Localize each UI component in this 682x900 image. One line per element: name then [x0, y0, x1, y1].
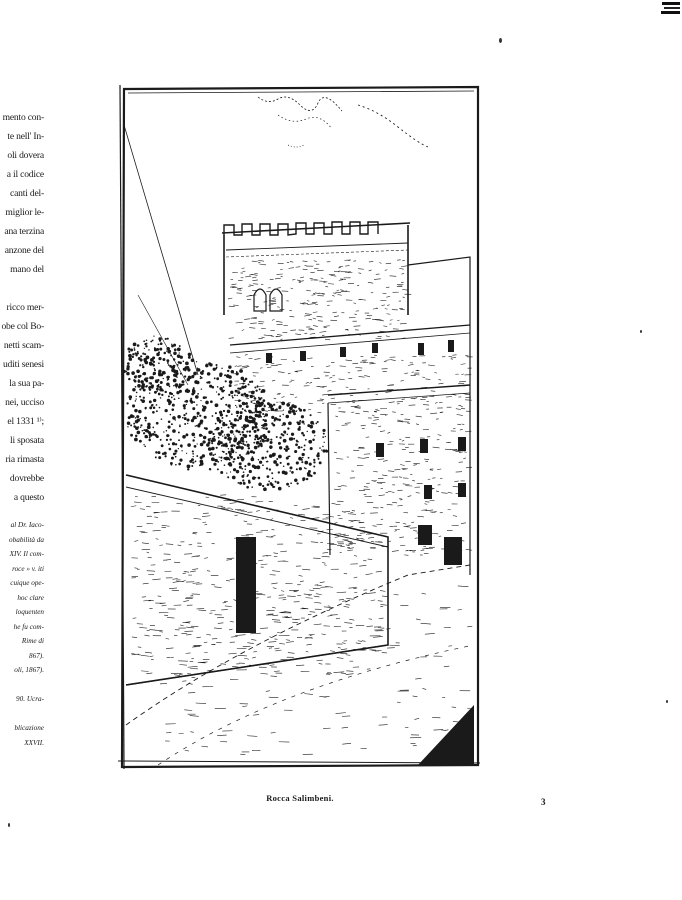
- footnote-line: XXVII.: [24, 738, 44, 747]
- ink-speck: [666, 700, 668, 703]
- footnote-line: 867).: [29, 651, 44, 660]
- text-line: mano del: [10, 264, 44, 275]
- footnote-line: roce » v. iti: [12, 564, 44, 573]
- rocca-salimbeni-illustration: [118, 85, 480, 770]
- footnote-line: hoc clare: [17, 593, 44, 602]
- text-line: la sua pa-: [9, 378, 44, 389]
- text-line: anzone del: [4, 245, 44, 256]
- text-line: ana terzina: [4, 226, 44, 237]
- text-line: canti del-: [10, 188, 44, 199]
- text-line: oli dovera: [7, 150, 44, 161]
- footnote-line: oli, 1867).: [14, 666, 44, 674]
- text-line: a il codice: [6, 169, 44, 180]
- page-number: 3: [541, 797, 546, 807]
- footnote-line: obabilità da: [9, 535, 44, 544]
- ink-speck: [640, 330, 642, 333]
- footnote-line: blicazione: [14, 724, 44, 732]
- footnote-line: [0, 678, 44, 693]
- text-line: te nell' In-: [7, 131, 44, 142]
- text-line: obe col Bo-: [1, 321, 44, 332]
- footnote-line: he fu com-: [13, 622, 44, 631]
- text-line: nei, ucciso: [5, 397, 44, 408]
- footnote-line: cuique ope-: [10, 579, 44, 587]
- text-line: netti scam-: [3, 340, 44, 351]
- text-line: li sposata: [10, 435, 44, 446]
- text-line: el 1331 ¹⁾;: [7, 416, 44, 427]
- left-footnotes: [0, 518, 44, 750]
- footnote-line: 90. Ucra-: [16, 695, 44, 703]
- text-line: [0, 279, 44, 298]
- text-line: ria rimasta: [5, 454, 44, 465]
- text-line: miglior le-: [5, 207, 44, 218]
- ink-speck: [499, 38, 502, 43]
- text-line: mento con-: [2, 112, 44, 123]
- ink-speck: [8, 823, 10, 827]
- text-line: ricco mer-: [6, 302, 44, 313]
- text-line: a questo: [13, 492, 44, 503]
- footnote-line: al Dr. Iaco-: [10, 521, 44, 529]
- left-text-column: [0, 108, 44, 507]
- footnote-line: [0, 707, 44, 722]
- text-line: dovrebbe: [9, 473, 44, 484]
- page-edge-mark: [658, 0, 680, 18]
- text-line: uditi senesi: [2, 359, 44, 370]
- footnote-line: loquenten: [15, 608, 44, 616]
- footnote-line: XIV. Il com-: [9, 550, 44, 558]
- footnote-line: Rime di: [21, 637, 44, 645]
- illustration-caption: Rocca Salimbeni.: [266, 793, 334, 803]
